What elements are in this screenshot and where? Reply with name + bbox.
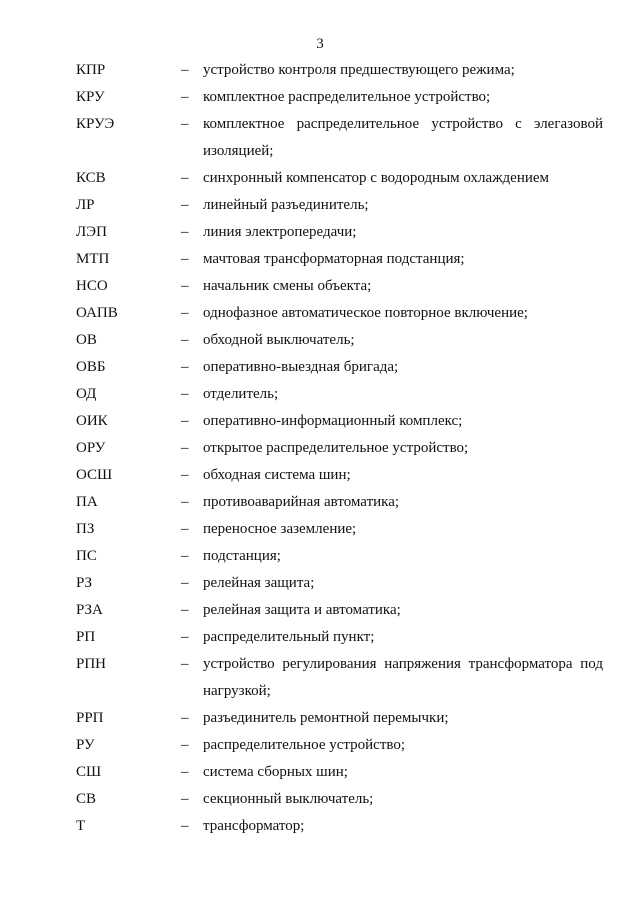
- abbreviation-list: [0, 57, 640, 840]
- abbreviation-term: РПН: [76, 656, 107, 672]
- dash-separator: –: [181, 494, 189, 510]
- dash-separator: –: [181, 359, 189, 375]
- abbreviation-term: СВ: [76, 791, 97, 807]
- abbreviation-definition: устройство регулирования напряжения трансформатора под нагрузкой;: [203, 656, 603, 699]
- list-item: [0, 354, 640, 381]
- list-item: [0, 624, 640, 651]
- list-item: [0, 381, 640, 408]
- list-item: [0, 813, 640, 840]
- abbreviation-definition: обходной выключатель;: [203, 332, 355, 348]
- dash-separator: –: [181, 440, 189, 456]
- dash-separator: –: [181, 575, 189, 591]
- abbreviation-definition: обходная система шин;: [203, 467, 351, 483]
- abbreviation-term: Т: [76, 818, 86, 834]
- abbreviation-term: ЛЭП: [76, 224, 107, 240]
- list-item: [0, 651, 640, 705]
- abbreviation-term: РРП: [76, 710, 104, 726]
- dash-separator: –: [181, 467, 189, 483]
- dash-separator: –: [181, 710, 189, 726]
- abbreviation-term: ОВБ: [76, 359, 106, 375]
- abbreviation-definition: разъединитель ремонтной перемычки;: [203, 710, 449, 726]
- abbreviation-definition: оперативно-информационный комплекс;: [203, 413, 463, 429]
- abbreviation-term: СШ: [76, 764, 102, 780]
- abbreviation-term: ОВ: [76, 332, 97, 348]
- dash-separator: –: [181, 197, 189, 213]
- abbreviation-definition: распределительное устройство;: [203, 737, 406, 753]
- list-item: [0, 300, 640, 327]
- dash-separator: –: [181, 764, 189, 780]
- abbreviation-definition: оперативно-выездная бригада;: [203, 359, 399, 375]
- list-item: [0, 489, 640, 516]
- abbreviation-definition: релейная защита;: [203, 575, 315, 591]
- dash-separator: –: [181, 629, 189, 645]
- abbreviation-definition: линейный разъединитель;: [203, 197, 369, 213]
- dash-separator: –: [181, 116, 189, 132]
- abbreviation-definition: открытое распределительное устройство;: [203, 440, 469, 456]
- dash-separator: –: [181, 332, 189, 348]
- list-item: [0, 786, 640, 813]
- abbreviation-term: ОРУ: [76, 440, 106, 456]
- abbreviation-definition: синхронный компенсатор с водородным охлаждением: [203, 170, 550, 186]
- dash-separator: –: [181, 521, 189, 537]
- dash-separator: –: [181, 251, 189, 267]
- dash-separator: –: [181, 413, 189, 429]
- list-item: [0, 705, 640, 732]
- list-item: [0, 165, 640, 192]
- abbreviation-term: ОАПВ: [76, 305, 118, 321]
- dash-separator: –: [181, 602, 189, 618]
- list-item: [0, 570, 640, 597]
- abbreviation-term: ПЗ: [76, 521, 95, 537]
- abbreviation-term: ОСШ: [76, 467, 113, 483]
- abbreviation-definition: комплектное распределительное устройство с элегазовой изоляцией;: [203, 116, 603, 159]
- list-item: [0, 219, 640, 246]
- abbreviation-definition: линия электропередачи;: [203, 224, 357, 240]
- dash-separator: –: [181, 818, 189, 834]
- abbreviation-term: ЛР: [76, 197, 95, 213]
- list-item: [0, 327, 640, 354]
- abbreviation-term: ПА: [76, 494, 98, 510]
- abbreviation-definition: противоаварийная автоматика;: [203, 494, 400, 510]
- list-item: [0, 435, 640, 462]
- abbreviation-term: ОД: [76, 386, 97, 402]
- abbreviation-term: РЗА: [76, 602, 103, 618]
- list-item: [0, 732, 640, 759]
- dash-separator: –: [181, 278, 189, 294]
- page-number: 3: [316, 36, 324, 52]
- abbreviation-term: ПС: [76, 548, 97, 564]
- dash-separator: –: [181, 170, 189, 186]
- abbreviation-definition: однофазное автоматическое повторное включение;: [203, 305, 528, 321]
- abbreviation-definition: секционный выключатель;: [203, 791, 374, 807]
- abbreviation-term: НСО: [76, 278, 108, 294]
- abbreviation-term: ОИК: [76, 413, 108, 429]
- abbreviation-definition: мачтовая трансформаторная подстанция;: [203, 251, 465, 267]
- abbreviation-term: МТП: [76, 251, 110, 267]
- dash-separator: –: [181, 89, 189, 105]
- abbreviation-definition: распределительный пункт;: [203, 629, 375, 645]
- abbreviation-definition: начальник смены объекта;: [203, 278, 372, 294]
- abbreviation-term: РУ: [76, 737, 95, 753]
- list-item: [0, 57, 640, 84]
- dash-separator: –: [181, 791, 189, 807]
- abbreviation-term: КРУ: [76, 89, 105, 105]
- list-item: [0, 759, 640, 786]
- abbreviation-term: РП: [76, 629, 96, 645]
- list-item: [0, 543, 640, 570]
- dash-separator: –: [181, 386, 189, 402]
- abbreviation-term: КСВ: [76, 170, 106, 186]
- list-item: [0, 111, 640, 165]
- abbreviation-term: КРУЭ: [76, 116, 115, 132]
- abbreviation-term: КПР: [76, 62, 106, 78]
- list-item: [0, 246, 640, 273]
- dash-separator: –: [181, 224, 189, 240]
- dash-separator: –: [181, 62, 189, 78]
- list-item: [0, 273, 640, 300]
- list-item: [0, 192, 640, 219]
- list-item: [0, 84, 640, 111]
- dash-separator: –: [181, 737, 189, 753]
- abbreviation-definition: отделитель;: [203, 386, 279, 402]
- list-item: [0, 516, 640, 543]
- abbreviation-definition: устройство контроля предшествующего режима;: [203, 62, 515, 78]
- list-item: [0, 597, 640, 624]
- dash-separator: –: [181, 548, 189, 564]
- abbreviation-definition: комплектное распределительное устройство;: [203, 89, 491, 105]
- abbreviation-term: РЗ: [76, 575, 93, 591]
- list-item: [0, 408, 640, 435]
- abbreviation-definition: подстанция;: [203, 548, 281, 564]
- list-item: [0, 462, 640, 489]
- abbreviation-definition: релейная защита и автоматика;: [203, 602, 401, 618]
- dash-separator: –: [181, 305, 189, 321]
- dash-separator: –: [181, 656, 189, 672]
- abbreviation-definition: трансформатор;: [203, 818, 305, 834]
- abbreviation-definition: переносное заземление;: [203, 521, 357, 537]
- abbreviation-definition: система сборных шин;: [203, 764, 348, 780]
